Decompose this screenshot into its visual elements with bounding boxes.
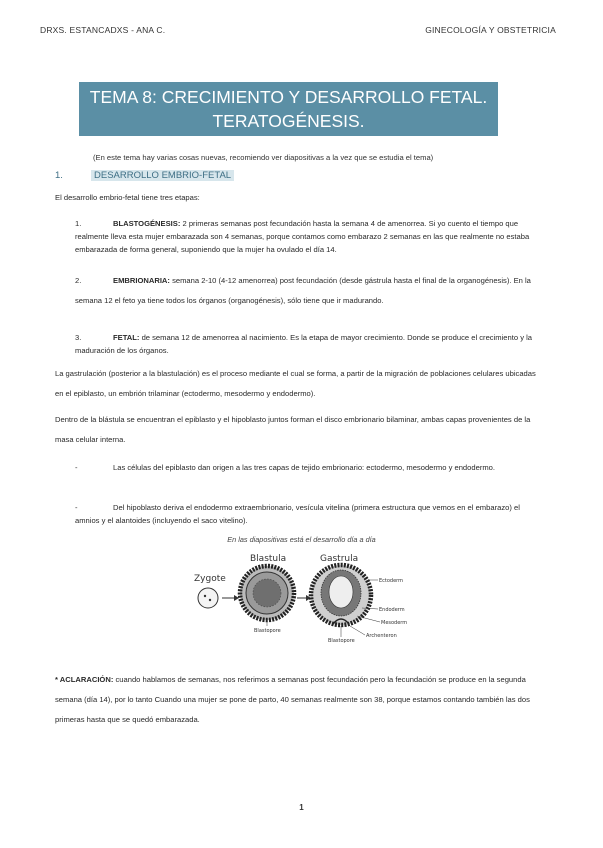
- bullet-item: [75, 501, 542, 527]
- title-banner: [79, 82, 498, 136]
- stage-2: [75, 271, 542, 311]
- section-heading: [55, 170, 234, 181]
- stage-1: [75, 217, 542, 256]
- blastula-label: Blastula: [250, 554, 287, 564]
- ectoderm-label: Ectoderm: [379, 578, 404, 584]
- zygote-label: Zygote: [194, 574, 226, 584]
- gastrulation-paragraph: La gastrulación (posterior a la blastulación) es el proceso mediante el cual se forma, a partir de la migración de poblaciones celulares ubicadas en el epiblasto, un embrión trilaminar (ectodermo, mesodermo y endodermo).: [55, 369, 536, 398]
- stage-text: semana 2-10 (4-12 amenorrea) post fecundación (desde gástrula hasta el final de la organogénesis). En la semana 12 el feto ya tiene todos los órganos (organogénesis), sólo tiene que ir madurando.: [75, 276, 531, 305]
- clarification-text: cuando hablamos de semanas, nos referimos a semanas post fecundación pero la fecundación se produce en la segunda semana (día 14), por lo tanto Cuando una mujer se pone de parto, 40 semanas realmente son 38, porque estamos contando también las dos primeras hasta que se quedó embarazada.: [55, 675, 530, 724]
- bullet-text: Del hipoblasto deriva el endodermo extraembrionario, vesícula vitelina (primera estructura que vemos en el embarazo) el amnios y el alantoides (incluyendo el saco vitelino).: [75, 503, 520, 525]
- figure-caption: En las diapositivas está el desarrollo día a día: [227, 535, 376, 544]
- section-number: 1.: [55, 170, 63, 181]
- header-left: DRXS. ESTANCADXS - ANA C.: [40, 25, 166, 35]
- stage-text: de semana 12 de amenorrea al nacimiento. Es la etapa de mayor crecimiento. Donde se produce el crecimiento y la maduración de los órganos.: [75, 333, 533, 355]
- stage-name: EMBRIONARIA:: [113, 276, 170, 285]
- mesoderm-label: Mesoderm: [381, 620, 408, 626]
- clarification-label: * ACLARACIÓN:: [55, 675, 114, 684]
- embryo-development-figure: [190, 548, 415, 643]
- bullet-text: Las células del epiblasto dan origen a las tres capas de tejido embrionario: ectodermo, mesodermo y endodermo.: [113, 463, 496, 472]
- stage-3: [75, 331, 542, 357]
- bullet-item: [75, 458, 542, 478]
- zygote-cell: [198, 588, 218, 608]
- intro-note: (En este tema hay varias cosas nuevas, recomiendo ver diapositivas a la vez que se estudia el tema): [93, 153, 434, 162]
- gastrula-label: Gastrula: [320, 554, 359, 564]
- title-line-2: TERATOGÉNESIS.: [212, 111, 365, 131]
- blastopore-left-label: Blastopore: [254, 628, 281, 634]
- stage-name: BLASTOGÉNESIS:: [113, 219, 181, 228]
- stage-number: 2.: [75, 276, 82, 285]
- stage-text: 2 primeras semanas post fecundación hasta la semana 4 de amenorrea. Si yo cuento el tiempo que realmente lleva esta mujer embarazada son 4 semanas, porque contamos como embarazo 2 semanas en las que realmente no estaba embarazada de forma general, suponiendo que la mujer ha ovulado el día 14.: [75, 219, 530, 254]
- intro-line: El desarrollo embrio-fetal tiene tres etapas:: [55, 193, 200, 202]
- stage-number: 1.: [75, 219, 82, 228]
- section-title: DESARROLLO EMBRIO-FETAL: [91, 170, 234, 181]
- stage-number: 3.: [75, 333, 82, 342]
- bullet-mark: -: [75, 463, 78, 472]
- clarification-paragraph: [55, 670, 542, 730]
- endoderm-label: Endoderm: [379, 607, 405, 613]
- header-right: GINECOLOGÍA Y OBSTETRICIA: [425, 25, 556, 35]
- stage-name: FETAL:: [113, 333, 140, 342]
- bullet-mark: -: [75, 503, 78, 512]
- title-line-1: TEMA 8: CRECIMIENTO Y DESARROLLO FETAL.: [89, 87, 488, 107]
- blastula-paragraph: Dentro de la blástula se encuentran el epiblasto y el hipoblasto juntos forman el disco embrionario bilaminar, ambas capas provenientes de la masa celular interna.: [55, 415, 531, 444]
- blastopore-right-label: Blastopore: [328, 638, 355, 643]
- archenteron-label: Archenteron: [366, 633, 397, 639]
- page-number: 1: [299, 803, 304, 812]
